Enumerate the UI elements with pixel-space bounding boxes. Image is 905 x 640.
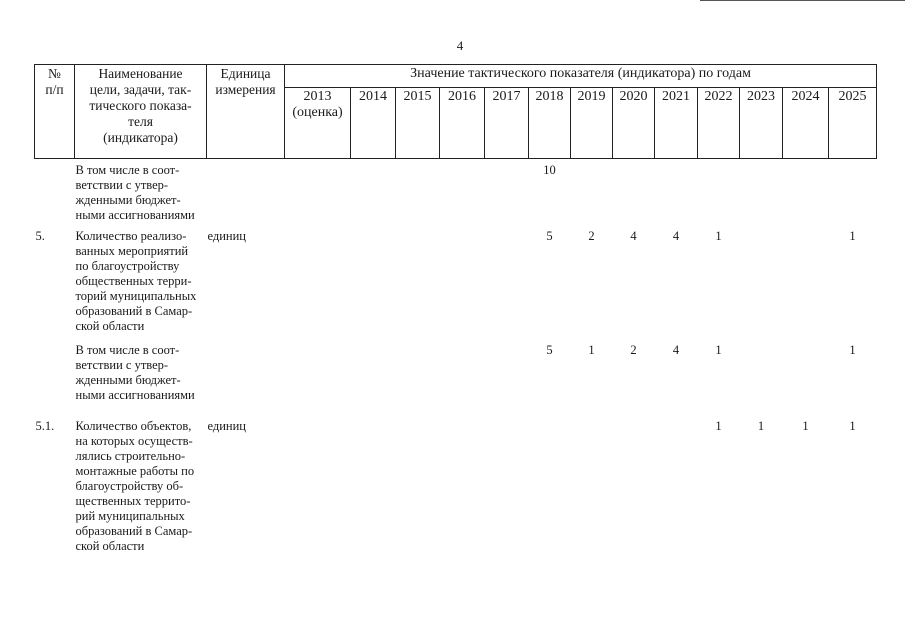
header-year: 2020 xyxy=(613,88,655,159)
row-value xyxy=(351,223,396,339)
row-value xyxy=(529,403,571,569)
row-name-line: ской области xyxy=(75,539,145,553)
row-value: 1 xyxy=(715,229,722,243)
row-value xyxy=(655,403,698,569)
row-value xyxy=(396,403,440,569)
row-value: 4 xyxy=(630,229,637,243)
row-name-line: Количество объектов, xyxy=(75,419,192,433)
row-value xyxy=(698,159,740,224)
row-value xyxy=(396,223,440,339)
row-unit: единиц xyxy=(207,229,247,243)
row-name xyxy=(75,159,207,224)
page-number: 4 xyxy=(456,38,464,53)
row-value xyxy=(485,159,529,224)
row-name-line: Количество реализо- xyxy=(75,229,187,243)
table-body xyxy=(35,159,877,570)
row-value: 4 xyxy=(672,229,680,243)
row-name-line: общественных терри- xyxy=(75,274,192,288)
row-name-line: благоустройству об- xyxy=(75,479,184,493)
row-value xyxy=(440,223,485,339)
row-unit xyxy=(207,339,285,403)
row-value xyxy=(351,403,396,569)
row-name-line: ской области xyxy=(75,319,145,333)
row-value xyxy=(783,159,829,224)
row-value xyxy=(351,339,396,403)
header-year: 2021 xyxy=(655,88,698,159)
row-value xyxy=(613,159,655,224)
header-year: 2018 xyxy=(529,88,571,159)
row-value xyxy=(571,159,613,224)
row-value xyxy=(351,159,396,224)
row-value: 4 xyxy=(672,343,680,357)
row-name-line: образований в Самар- xyxy=(75,304,193,318)
table-row xyxy=(35,403,877,569)
row-value xyxy=(655,159,698,224)
header-name: Наименование цели, задачи, так- тического показа- теля (индикатора) xyxy=(75,65,207,159)
header-year: 2019 xyxy=(571,88,613,159)
table-row xyxy=(35,223,877,339)
row-name-line: рий муниципальных xyxy=(75,509,185,523)
row-value xyxy=(440,403,485,569)
row-index xyxy=(35,159,75,224)
row-name-line: ванных мероприятий xyxy=(75,244,189,258)
header-year: 2024 xyxy=(783,88,829,159)
row-unit: единиц xyxy=(207,419,247,433)
row-value xyxy=(571,403,613,569)
row-value: 1 xyxy=(757,419,765,433)
row-value xyxy=(740,223,783,339)
header-unit: Единица измерения xyxy=(207,65,285,159)
row-value xyxy=(783,223,829,339)
row-name-line: по благоустройству xyxy=(75,259,180,273)
top-rule xyxy=(700,0,905,1)
row-value: 5 xyxy=(546,229,553,243)
row-name-line: ветствии с утвер- xyxy=(75,178,169,192)
row-name-line: жденными бюджет- xyxy=(75,193,181,207)
row-index: 5. xyxy=(35,229,45,243)
row-value: 1 xyxy=(849,229,856,243)
row-value: 10 xyxy=(543,163,556,177)
row-value: 2 xyxy=(588,229,595,243)
row-value: 1 xyxy=(588,343,595,357)
row-name-line: ветствии с утвер- xyxy=(75,358,169,372)
table-row xyxy=(35,159,877,224)
header-year: 2022 xyxy=(698,88,740,159)
row-name xyxy=(75,339,207,403)
row-value xyxy=(829,159,877,224)
row-value: 1 xyxy=(849,419,856,433)
row-value xyxy=(740,159,783,224)
row-value: 2 xyxy=(630,343,637,357)
table-row xyxy=(35,339,877,403)
row-value xyxy=(396,339,440,403)
row-value xyxy=(485,223,529,339)
header-year: 2025 xyxy=(829,88,877,159)
row-value xyxy=(285,223,351,339)
row-value xyxy=(613,403,655,569)
row-index xyxy=(35,339,75,403)
row-unit xyxy=(207,159,285,224)
row-name-line: лялись строительно- xyxy=(75,449,186,463)
row-value xyxy=(440,159,485,224)
row-value xyxy=(740,339,783,403)
row-value xyxy=(285,159,351,224)
row-name-line: щественных террито- xyxy=(75,494,191,508)
row-value: 1 xyxy=(715,419,722,433)
row-name xyxy=(75,403,207,569)
header-values-span: Значение тактического показателя (индикатора) по годам xyxy=(285,65,877,88)
row-name-line: на которых осуществ- xyxy=(75,434,193,448)
header-year: 2015 xyxy=(396,88,440,159)
row-value xyxy=(485,339,529,403)
row-name-line: В том числе в соот- xyxy=(75,163,180,177)
row-value: 1 xyxy=(715,343,722,357)
row-value xyxy=(285,339,351,403)
row-value: 1 xyxy=(849,343,856,357)
row-name-line: торий муниципальных xyxy=(75,289,197,303)
row-value xyxy=(440,339,485,403)
row-value xyxy=(485,403,529,569)
row-name-line: жденными бюджет- xyxy=(75,373,181,387)
row-index: 5.1. xyxy=(35,419,55,433)
indicators-table xyxy=(34,64,877,569)
header-year: 2014 xyxy=(351,88,396,159)
row-name-line: монтажные работы по xyxy=(75,464,195,478)
row-name-line: ными ассигнованиями xyxy=(75,208,195,222)
row-name xyxy=(75,223,207,339)
row-name-line: ными ассигнованиями xyxy=(75,388,195,402)
header-year: 2017 xyxy=(485,88,529,159)
header-number: № п/п xyxy=(35,65,75,159)
header-year: 2016 xyxy=(440,88,485,159)
row-value: 1 xyxy=(802,419,809,433)
row-name-line: В том числе в соот- xyxy=(75,343,180,357)
header-year: 2023 xyxy=(740,88,783,159)
row-value xyxy=(396,159,440,224)
row-value xyxy=(783,339,829,403)
row-value: 5 xyxy=(546,343,553,357)
row-value xyxy=(285,403,351,569)
header-year-2013: 2013 (оценка) xyxy=(285,88,351,159)
row-name-line: образований в Самар- xyxy=(75,524,193,538)
